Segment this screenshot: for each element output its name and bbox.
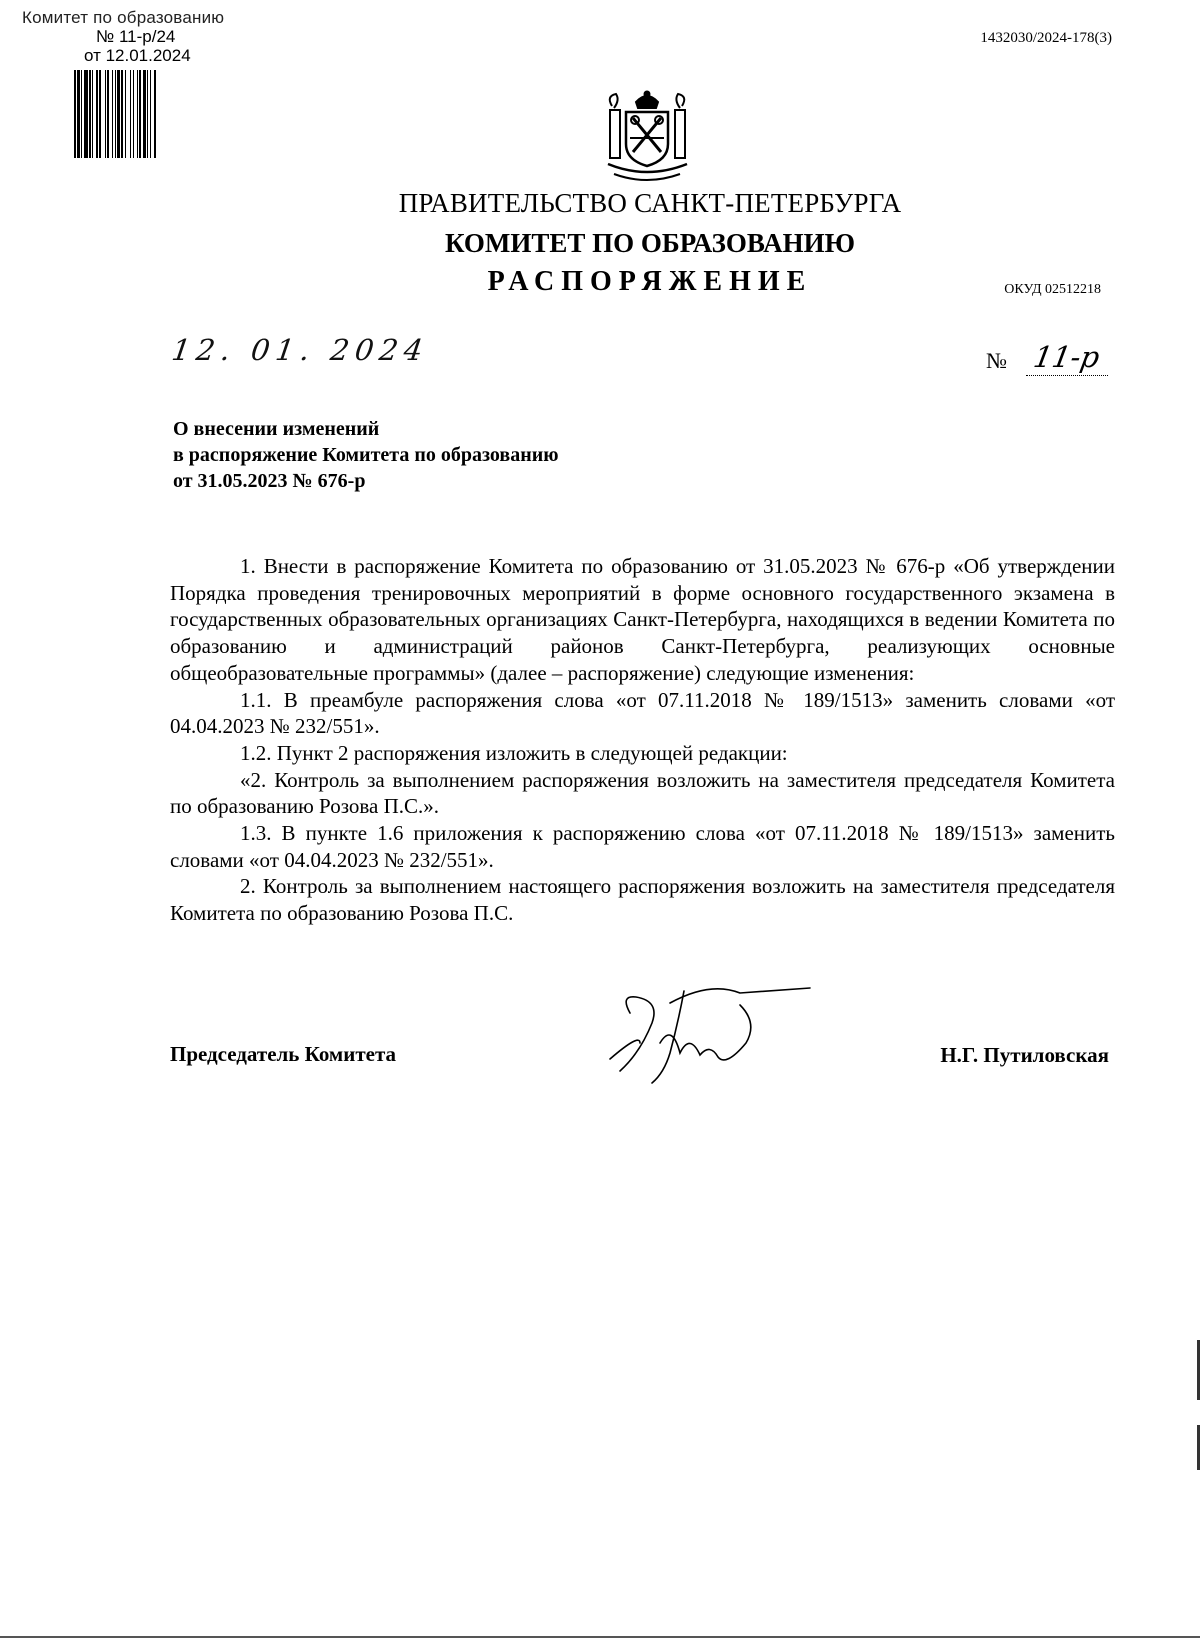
signatory-name: Н.Г. Путиловская [940,1043,1109,1067]
registration-stamp [22,8,272,65]
barcode-bar [84,70,88,158]
barcode-bar [81,70,82,158]
paragraph: 1.2. Пункт 2 распоряжения изложить в следующей редакции: [240,740,788,765]
barcode-bar [74,70,76,158]
barcode-bar [105,70,106,158]
barcode-bar [137,70,138,158]
handwritten-signature [600,983,840,1093]
barcode-bar [154,70,156,158]
signatory-role: Председатель Комитета [170,1042,397,1066]
handwritten-date: 12. 01. 2024 [169,333,431,367]
document-subject [173,416,559,494]
barcode-bar [77,70,80,158]
subject-line: О внесении изменений [173,418,380,440]
stamp-number: № 11-р/24 [96,27,176,46]
paragraph: 2. Контроль за выполнением настоящего распоряжения возложить на заместителя председателя Комитета по образованию Розова П.С. [170,874,1115,926]
barcode-bar [89,70,91,158]
handwritten-number: 11-р [1031,340,1103,374]
paragraph: 1.3. В пункте 1.6 приложения к распоряжению слова «от 07.11.2018 № 189/1513» заменить словами «от 04.04.2023 № 232/551». [170,821,1115,872]
okud-code: ОКУД 02512218 [1004,282,1101,297]
barcode-bar [121,70,123,158]
paragraph: «2. Контроль за выполнением распоряжения возложить на заместителя председателя Комитета по образованию Розова П.С.». [170,767,1115,819]
stamp-date: от 12.01.2024 [84,46,191,65]
barcode-bar [115,70,116,158]
barcode [74,70,224,158]
barcode-bar [96,70,98,158]
barcode-bar [147,70,148,158]
coat-of-arms-emblem [600,88,695,183]
order-number [986,340,1116,380]
barcode-bar [107,70,109,158]
barcode-bar [150,70,151,158]
barcode-bar [112,70,113,158]
barcode-bar [117,70,120,158]
barcode-bar [99,70,101,158]
barcode-bar [125,70,126,158]
paragraph: 1.1. В преамбуле распоряжения слова «от 07.11.2018 № 189/1513» заменить словами «от 04.04.2023 № 232/551». [170,687,1115,739]
barcode-bar [133,70,134,158]
barcode-bar [92,70,93,158]
document-body [170,553,1115,927]
subject-line: от 31.05.2023 № 676-р [173,470,366,492]
committee-name: КОМИТЕТ ПО ОБРАЗОВАНИЮ [444,228,856,258]
paragraph: 1. Внести в распоряжение Комитета по образованию от 31.05.2023 № 676-р «Об утверждении Порядка проведения тренировочных мероприятий в форме основного государственного экзамена в государственных образовательных организациях Санкт-Петербурга, находящихся в ведении Комитета по образованию и администраций районов Санкт-Петербурга, реализующих основные общеобразовательные программы» (далее – распоряжение) следующие изменения: [170,554,1115,685]
registration-number: 1432030/2024-178(3) [980,30,1112,46]
government-name: ПРАВИТЕЛЬСТВО САНКТ-ПЕТЕРБУРГА [398,188,902,218]
subject-line: в распоряжение Комитета по образованию [173,444,559,466]
number-label: № [986,348,1007,373]
document-type: РАСПОРЯЖЕНИЕ [487,266,813,297]
scan-edge-line [0,1636,1200,1638]
stamp-organization: Комитет по образованию [22,8,225,27]
number-underline [1026,375,1108,376]
barcode-bar [139,70,141,158]
barcode-bar [130,70,131,158]
barcode-bar [143,70,146,158]
